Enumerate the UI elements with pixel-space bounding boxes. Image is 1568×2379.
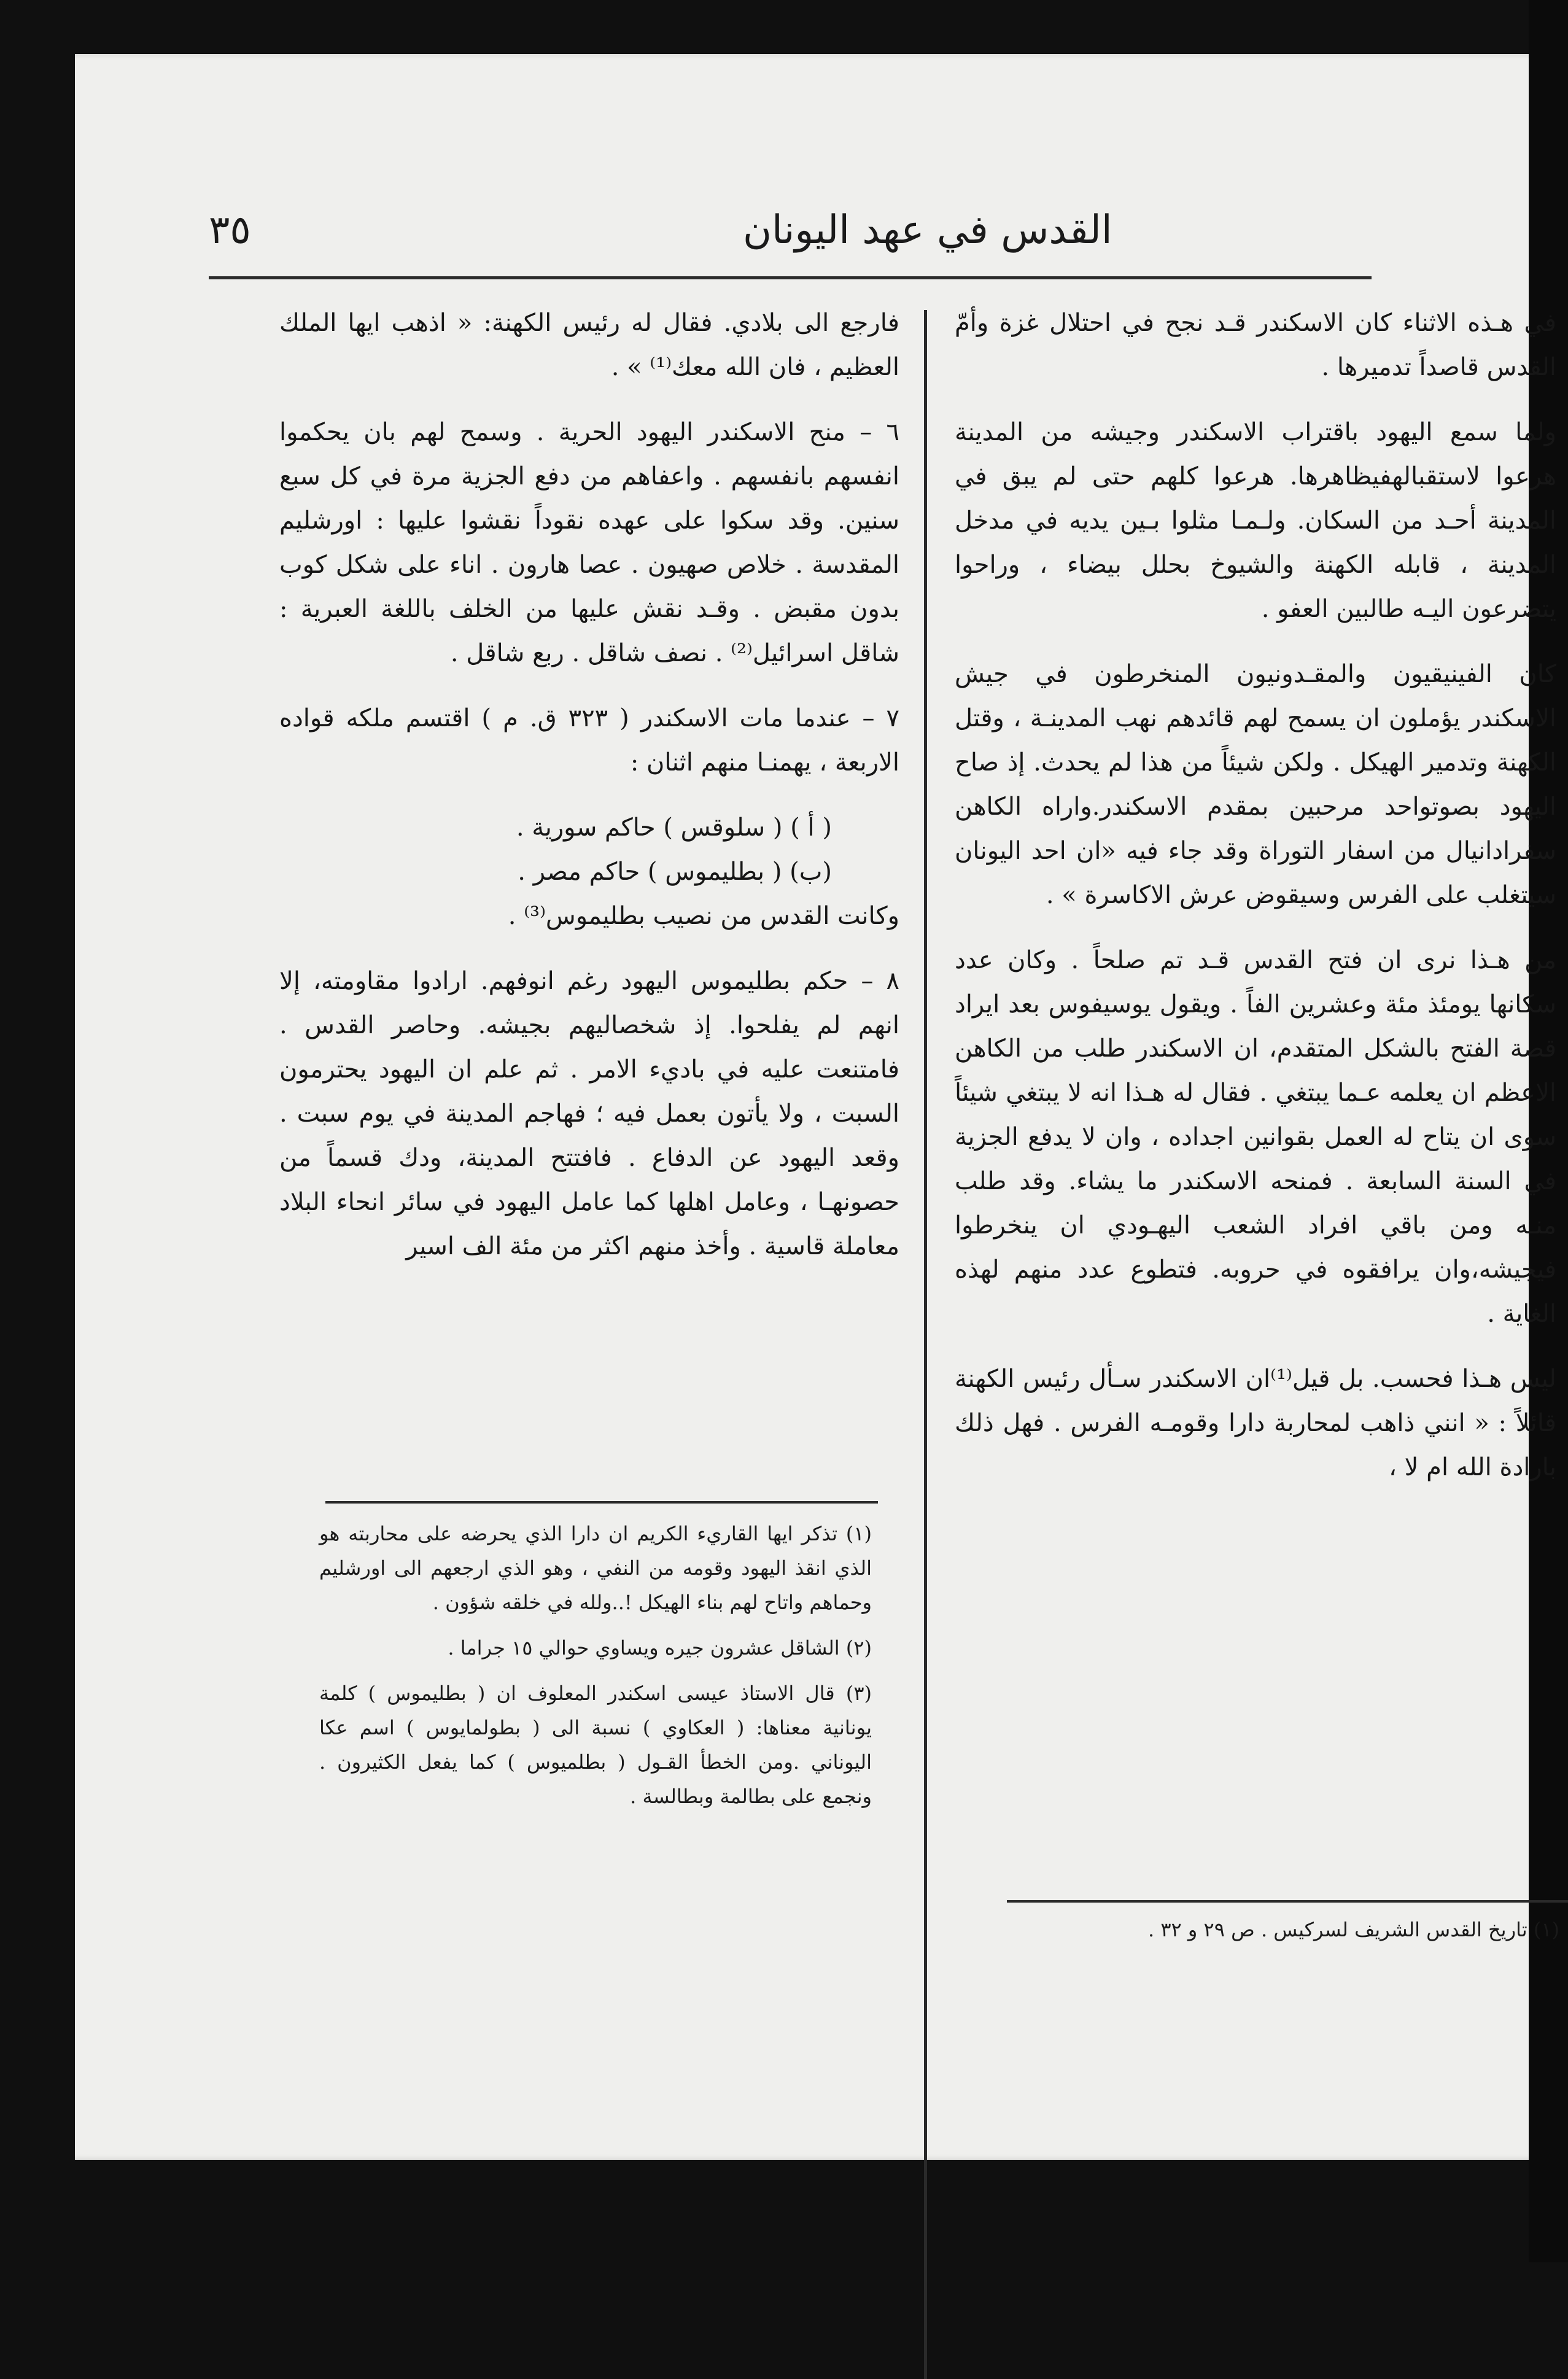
paragraph: كان الفينيقيون والمقـدونيون المنخرطون في جيش الاسكندر يؤملون ان يسمح لهم قائدهم نهب المدينـة ، وقتل الكهنة وتدمير الهيكل . ولكن شيئاً من هذا لم يحدث. إذ صاح اليهود بصوتواحد مرحبين بمقدم الاسكندر.واراه الكاهن سفرادانيال من اسفار التوراة وقد جاء فيه «ان احد اليونان سيتغلب على الفرس وسيقوض عرش الاكاسرة » . (955, 660, 1556, 909)
list-item: ( أ ) ( سلوقس ) حاكم سورية . (516, 813, 832, 842)
left-footnotes (319, 1516, 872, 1825)
footnote: (١) تذكر ايها القاريء الكريم ان دارا الذي يحرضه على محاربته هو الذي انقذ اليهود وقومه من النفي ، وهو الذي ارجعهم الى اورشليم وحماهم واتاح لهم بناء الهيكل !..ولله في خلقه شؤون . (319, 1522, 872, 1614)
list-item: (ب) ( بطليموس ) حاكم مصر . (518, 858, 832, 886)
paragraph: في هـذه الاثناء كان الاسكندر قـد نجح في احتلال غزة وأمّ القدس قاصداً تدميرها . (955, 309, 1556, 381)
paragraph: ٧ – عندما مات الاسكندر ( ٣٢٣ ق. م ) اقتسم ملكه قواده الاربعة ، يهمنـا منهم اثنان : (279, 704, 900, 777)
footnote: (٢) الشاقل عشرون جيره ويساوي حوالي ١٥ جراما . (448, 1636, 872, 1659)
footnote: (٣) قال الاستاذ عيسى اسكندر المعلوف ان ( بطليموس ) كلمة يونانية معناها: ( العكاوي ) نسبة الى ( بطولمايوس ) اسم عكا اليوناني .ومن الخطأ القـول ( بطلميوس ) كما يفعل الكثيرون . ونجمع على بطالمة وبطالسة . (319, 1682, 872, 1808)
right-footnotes (1007, 1912, 1559, 1947)
paragraph: ٨ – حكم بطليموس اليهود رغم انوفهم. ارادوا مقاومته، إلا انهم لم يفلحوا. إذ شخصاليهم بجيشه. وحاصر القدس . فامتنعت عليه في باديء الامر . ثم علم ان اليهود يحترمون السبت ، ولا يأتون بعمل فيه ؛ فهاجم المدينة في يوم سبت . وقعد اليهود عن الدفاع . فافتتح المدينة، ودك قسماً من حصونهـا ، وعامل اهلها كما عامل اليهود في سائر انحاء البلاد معاملة قاسية . وأخذ منهم اكثر من مئة الف اسير (279, 967, 899, 1260)
footnote-rule (1007, 1900, 1568, 1903)
paragraph: ليس هـذا فحسب. بل قيل⁽¹⁾ان الاسكندر سـأل رئيس الكهنة قائلاً : « انني ذاهب لمحاربة دارا وقومـه الفرس . فهل ذلك بارادة الله ام لا ، (955, 1365, 1556, 1481)
paragraph: ولما سمع اليهود باقتراب الاسكندر وجيشه من المدينة هرعوا لاستقبالهفيظاهرها. هرعوا كلهم حتى لم يبق في المدينة أحـد من السكان. ولـمـا مثلوا بـين يديه في مدخل المدينة ، قابله الكهنة والشيوخ بحلل بيضاء ، وراحوا يتضرعون اليـه طالبين العفو . (955, 418, 1556, 623)
paragraph: فارجع الى بلادي. فقال له رئيس الكهنة: « اذهب ايها الملك العظيم ، فان الله معك⁽¹⁾ » . (279, 309, 899, 381)
left-column (279, 301, 899, 1289)
right-column (955, 301, 1556, 1510)
paragraph: وكانت القدس من نصيب بطليموس⁽³⁾ . (508, 902, 899, 930)
running-header (209, 203, 1372, 279)
page-title: القدس في عهد اليونان (743, 208, 1112, 253)
footnote: (١) تاريخ القدس الشريف لسركيس . ص ٢٩ و ٣٢ . (1148, 1918, 1559, 1941)
column-divider (924, 310, 927, 2379)
page-number: ٣٥ (209, 208, 251, 253)
footnote-rule (325, 1501, 878, 1504)
paragraph: ٦ – منح الاسكندر اليهود الحرية . وسمح لهم بان يحكموا انفسهم بانفسهم . واعفاهم من دفع الجزية مرة في كل سبع سنين. وقد سكوا على عهده نقوداً نقشوا عليها : اورشليم المقدسة . خلاص صهيون . عصا هارون . اناء على شكل كوب بدون مقبض . وقـد نقش عليها من الخلف باللغة العبرية : شاقل اسرائيل⁽²⁾ . نصف شاقل . ربع شاقل . (279, 418, 899, 667)
paragraph: من هـذا نرى ان فتح القدس قـد تم صلحاً . وكان عدد سكانها يومئذ مئة وعشرين الفاً . ويقول يوسيفوس بعد ايراد قصة الفتح بالشكل المتقدم، ان الاسكندر طلب من الكاهن الاعظم ان يعلمه عـما يبتغي . فقال له هـذا انه لا يبتغي شيئاً سوى ان يتاح له العمل بقوانين اجداده ، وان لا يدفع الجزية في السنة السابعة . فمنحه الاسكندر ما يشاء. وقد طلب منـه ومن باقي افراد الشعب اليهـودي ان ينخرطوا فيجيشه،وان يرافقوه في حروبه. فتطوع عدد منهم لهذه الغاية . (955, 946, 1556, 1328)
